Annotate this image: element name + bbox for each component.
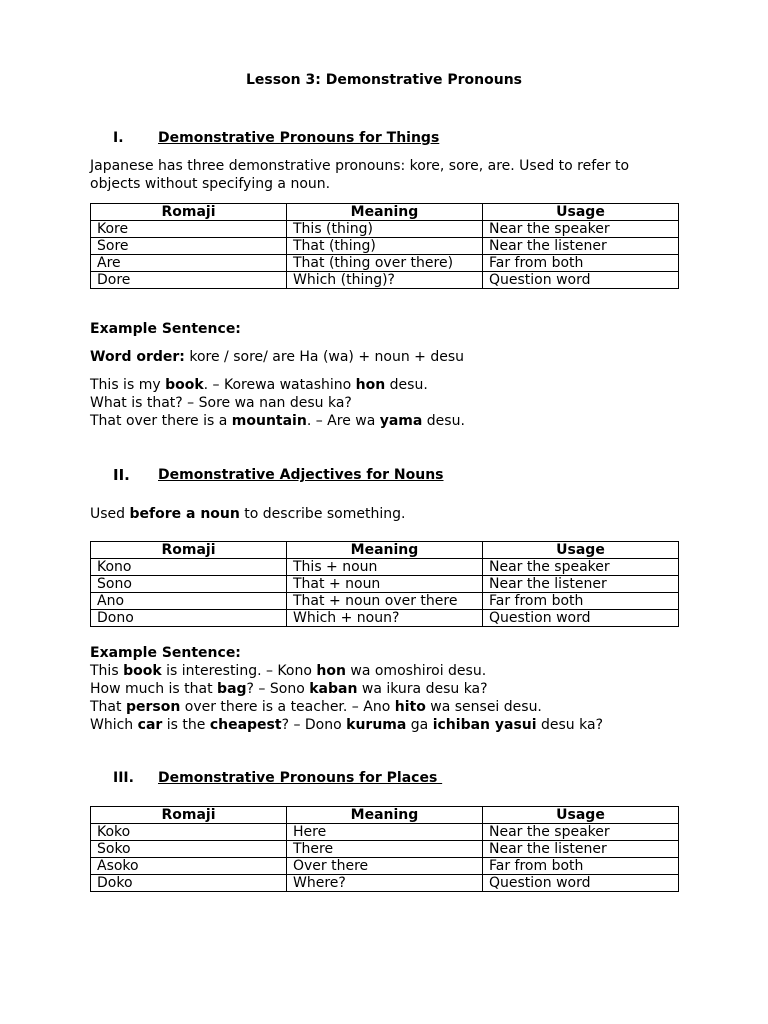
sentence-text: . – Are wa — [306, 413, 380, 429]
sentence-text: is interesting. – Kono — [161, 663, 317, 679]
table-cell: Soko — [91, 841, 287, 858]
table-header-row — [91, 542, 679, 559]
table-cell: Far from both — [483, 858, 679, 875]
sentence-text: That over there is a — [90, 413, 232, 429]
table-cell: Which + noun? — [287, 610, 483, 627]
table-cell: That (thing) — [287, 238, 483, 255]
table-cell: Dono — [91, 610, 287, 627]
sentence-text: How much is that — [90, 681, 218, 697]
table-cell: Doko — [91, 875, 287, 892]
sentence-text: Used — [90, 506, 130, 522]
example-sentence — [90, 662, 486, 680]
table-header-row — [91, 204, 679, 221]
example-sentence — [90, 394, 352, 412]
table-cell: Which (thing)? — [287, 272, 483, 289]
section-3-heading: Demonstrative Pronouns for Places — [158, 770, 443, 786]
column-header: Usage — [483, 542, 679, 559]
section-2-heading: Demonstrative Adjectives for Nouns — [158, 467, 444, 483]
table-cell: Question word — [483, 272, 679, 289]
column-header: Meaning — [287, 807, 483, 824]
section-1-intro-line-1: Japanese has three demonstrative pronouns: kore, sore, are. Used to refer to — [90, 158, 630, 174]
table-cell: Far from both — [483, 255, 679, 272]
table-cell: This (thing) — [287, 221, 483, 238]
table-cell: Question word — [483, 610, 679, 627]
emphasis-text: book — [165, 377, 204, 393]
table-cell: Ano — [91, 593, 287, 610]
table-cell: Near the speaker — [483, 221, 679, 238]
table-row — [91, 875, 679, 892]
table-cell: Where? — [287, 875, 483, 892]
table-row — [91, 272, 679, 289]
emphasis-text: car — [137, 717, 163, 733]
example-sentence — [90, 376, 428, 394]
table-cell: Kore — [91, 221, 287, 238]
word-order-text: kore / sore/ are Ha (wa) + noun + desu — [184, 349, 465, 365]
table-cell: Near the speaker — [483, 824, 679, 841]
emphasis-text: person — [125, 699, 181, 715]
sentence-text: ? – Dono — [281, 717, 347, 733]
emphasis-text: before a noun — [129, 506, 240, 522]
sentence-text: wa omoshiroi desu. — [345, 663, 487, 679]
sentence-text: desu. — [422, 413, 465, 429]
table-cell: Over there — [287, 858, 483, 875]
table-cell: Near the speaker — [483, 559, 679, 576]
table-cell: Dore — [91, 272, 287, 289]
example-sentence — [90, 412, 465, 430]
sentence-text: That — [90, 699, 126, 715]
emphasis-text: hon — [355, 377, 386, 393]
sentence-text: This — [90, 663, 124, 679]
table-row — [91, 576, 679, 593]
sentence-text: wa ikura desu ka? — [357, 681, 488, 697]
sentence-text: Which — [90, 717, 138, 733]
table-row — [91, 255, 679, 272]
table-cell: Sono — [91, 576, 287, 593]
table-cell: That (thing over there) — [287, 255, 483, 272]
section-1-number: I. — [113, 130, 124, 146]
example-sentence — [90, 698, 542, 716]
table-cell: That + noun over there — [287, 593, 483, 610]
table-cell: Near the listener — [483, 841, 679, 858]
emphasis-text: cheapest — [209, 717, 282, 733]
emphasis-text: hito — [394, 699, 426, 715]
table-cell: Near the listener — [483, 238, 679, 255]
table-row — [91, 238, 679, 255]
emphasis-text: kaban — [309, 681, 358, 697]
table-row — [91, 593, 679, 610]
emphasis-text: bag — [217, 681, 247, 697]
example-sentence — [90, 716, 603, 734]
emphasis-text: book — [123, 663, 162, 679]
table-cell: Are — [91, 255, 287, 272]
adjectives-table — [90, 541, 679, 627]
sentence-text: over there is a teacher. – Ano — [180, 699, 395, 715]
column-header: Romaji — [91, 807, 287, 824]
table-row — [91, 841, 679, 858]
section-3-number: III. — [113, 770, 134, 786]
page-title: Lesson 3: Demonstrative Pronouns — [245, 72, 523, 88]
places-pronoun-table — [90, 806, 679, 892]
emphasis-text: hon — [316, 663, 346, 679]
column-header: Romaji — [91, 204, 287, 221]
column-header: Meaning — [287, 204, 483, 221]
sentence-text: ? – Sono — [246, 681, 310, 697]
sentence-text: desu. — [385, 377, 428, 393]
table-cell: Far from both — [483, 593, 679, 610]
column-header: Meaning — [287, 542, 483, 559]
sentence-text: wa sensei desu. — [425, 699, 542, 715]
table-row — [91, 610, 679, 627]
table-cell: Koko — [91, 824, 287, 841]
table-header-row — [91, 807, 679, 824]
section-1-example-label: Example Sentence: — [90, 321, 241, 337]
table-cell: This + noun — [287, 559, 483, 576]
table-cell: Question word — [483, 875, 679, 892]
table-cell: Near the listener — [483, 576, 679, 593]
section-2-example-label: Example Sentence: — [90, 645, 241, 661]
table-row — [91, 824, 679, 841]
sentence-text: ga — [406, 717, 433, 733]
section-1-intro-line-2: objects without specifying a noun. — [90, 176, 331, 192]
sentence-text: What is that? – Sore wa nan desu ka? — [90, 395, 352, 411]
table-cell: Here — [287, 824, 483, 841]
emphasis-text: kuruma — [346, 717, 407, 733]
word-order-label: Word order: — [90, 349, 185, 365]
sentence-text: to describe something. — [239, 506, 406, 522]
emphasis-text: yama — [379, 413, 423, 429]
column-header: Romaji — [91, 542, 287, 559]
table-row — [91, 559, 679, 576]
section-2-intro — [90, 505, 405, 523]
word-order-line — [90, 348, 464, 366]
sentence-text: desu ka? — [536, 717, 604, 733]
table-cell: Kono — [91, 559, 287, 576]
table-cell: Asoko — [91, 858, 287, 875]
emphasis-text: ichiban yasui — [432, 717, 537, 733]
table-row — [91, 221, 679, 238]
column-header: Usage — [483, 807, 679, 824]
sentence-text: . – Korewa watashino — [203, 377, 356, 393]
column-header: Usage — [483, 204, 679, 221]
sentence-text: is the — [162, 717, 210, 733]
things-pronoun-table — [90, 203, 679, 289]
example-sentence — [90, 680, 488, 698]
table-cell: Sore — [91, 238, 287, 255]
section-1-heading: Demonstrative Pronouns for Things — [158, 130, 440, 146]
table-row — [91, 858, 679, 875]
table-cell: There — [287, 841, 483, 858]
table-cell: That + noun — [287, 576, 483, 593]
section-2-number: II. — [113, 466, 130, 484]
sentence-text: This is my — [90, 377, 166, 393]
emphasis-text: mountain — [231, 413, 307, 429]
